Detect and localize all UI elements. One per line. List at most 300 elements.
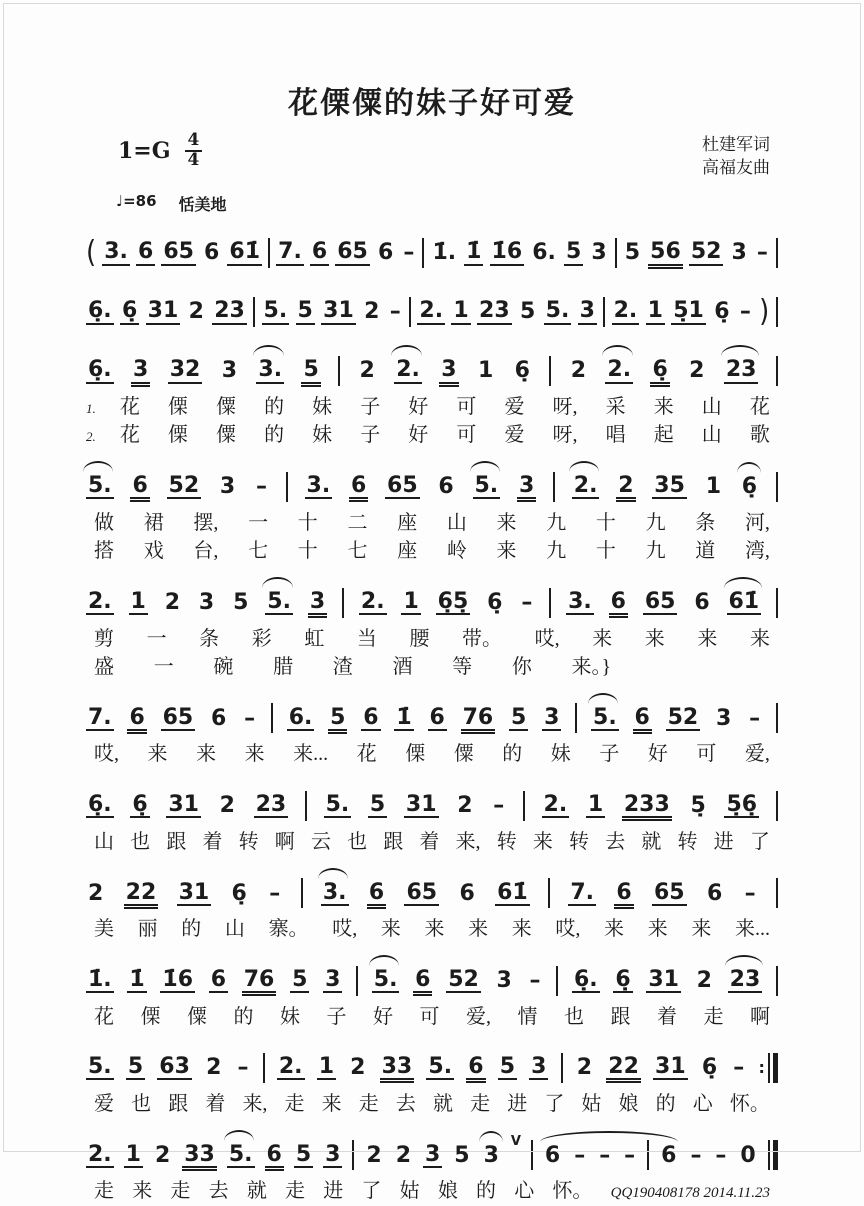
note: 5 [328,706,347,731]
duration-dash: – [690,1142,702,1168]
note: 22 [124,881,159,906]
lyric-syllable: 花 [94,1005,114,1028]
note: 6̣ [740,475,759,498]
system [84,575,780,682]
slur-arc [391,345,421,356]
slur-arc [253,345,283,356]
lyric-syllable: 傈 [167,424,188,447]
note: 3 [221,358,238,384]
note: 2. [543,792,568,818]
note: 6. [288,704,313,730]
lyric-syllable: 盛 [94,655,114,678]
lyric-syllable: 心 [692,1092,713,1115]
lyric-syllable: 去 [208,1180,229,1203]
note: 5 [127,1054,144,1080]
note: 6̣. [88,792,112,818]
note: 3 [579,298,595,324]
lyric-syllable: 情 [517,1005,538,1028]
note: 2. [394,358,422,383]
barline [286,472,288,502]
lyric-syllable: 戏 [143,540,164,563]
slur-arc [83,461,113,472]
barline [776,791,778,821]
duration-dash: – [574,1142,586,1168]
lyric-syllable: 九 [546,511,567,534]
lyric-syllable: 进 [713,830,734,853]
slur-arc [724,577,762,588]
lyric-syllable: 好 [647,743,668,766]
composer: 高福友曲 [702,157,770,177]
lyric-syllable: 妹 [280,1005,300,1028]
final-barline [768,1140,778,1170]
lyric-syllable: 可 [696,743,717,766]
note: 23 [255,792,287,818]
note: 5 [295,1141,312,1167]
lyric-syllable: 也 [131,1092,152,1115]
note: 3 [131,358,150,383]
duration-dash: – [403,240,415,266]
lyric-row [84,393,780,421]
barline [409,297,411,327]
note: 6̣ [701,1055,718,1081]
lyric-syllable: 山 [701,424,722,447]
note: 2. [613,298,638,324]
lyric-syllable: 转 [238,830,259,853]
lyric-syllable: 呀, [552,424,578,447]
note: 61̇ [229,239,261,265]
lyric-syllable: 好 [408,396,429,418]
lyric-syllable: 就 [641,830,662,853]
lyric-syllable: 哎, [332,918,358,941]
barline [422,238,424,268]
lyric-syllable: 僳 [215,396,236,418]
note: 23 [479,298,510,324]
note: 6 [349,474,368,499]
lyric-syllable: 的 [476,1180,497,1203]
note: 2 [366,1142,382,1168]
note: 2 [696,967,712,993]
lyric-syllable: 美 [94,918,114,941]
lyric-syllable: 条 [695,511,716,534]
slur-arc [224,1130,254,1141]
slur-arc [318,868,348,879]
note: 65 [654,879,685,905]
system [84,778,780,856]
note-row [84,575,780,625]
note: 1 [705,474,721,500]
note: 56 [648,240,683,265]
note: 2. [605,358,633,383]
lyric-syllable: 来 [604,918,625,941]
lyric-syllable: 爱, [466,1005,491,1028]
lyric-syllable: 等 [452,655,473,678]
note: 3 [544,704,560,730]
note: 6 [466,1055,485,1080]
lyric-syllable: 十 [595,540,616,563]
page-title: 花傈僳的妹子好可爱 [288,87,576,120]
note: 2 [359,358,375,384]
lyric-syllable: 走 [170,1180,191,1203]
note: 6̣. [88,298,112,324]
lyric-syllable: 来, [455,830,481,853]
note: 3. [321,881,349,906]
lyric-syllable: 啊 [274,830,295,853]
lyric-syllable: 来 [196,743,217,766]
note: 6 [367,881,386,906]
note: 3 [731,240,747,266]
slur-arc [262,577,292,588]
note: 6 [543,1144,562,1167]
lyric-syllable: 的 [181,918,202,941]
lyric-syllable: 来 [244,743,265,766]
barline [356,966,358,996]
lyric-syllable: 进 [323,1180,344,1203]
lyric-syllable: 的 [264,424,285,447]
beam-line [461,732,496,734]
note: 5 [520,299,536,325]
lyric-syllable: 云 [310,830,331,853]
note: 2 [689,358,705,384]
lyric-syllable: 哎, [94,743,119,766]
lyric-syllable: 湾, [744,540,770,563]
note: 2 [576,1055,593,1081]
note: 31 [323,298,354,324]
lyric-syllable: 花 [749,396,770,418]
note: 3 [439,358,458,383]
note: 6. [532,240,556,266]
barline [603,297,605,327]
lyric-syllable: 妹 [550,743,571,766]
note: 6̣. [88,357,112,383]
lyric-syllable: 爱 [94,1092,114,1115]
note: 6̣5̣ [437,589,469,615]
note: 6̣ [487,590,503,616]
duration-dash: – [493,793,505,819]
note: 7. [88,704,112,730]
note: 3. [306,473,331,499]
lyric-syllable: 寨。 [268,918,309,941]
lyric-syllable: 座 [397,540,418,563]
lyric-row [84,915,780,943]
meter-numerator: 4 [185,132,203,152]
beam-line [349,500,368,502]
credit-text: QQ190408178 2014.11.23 [610,1185,770,1202]
note: 3 [517,474,536,499]
lyric-syllable: 哎, [555,918,581,941]
note: 5. [263,298,288,324]
note: 1 [318,1054,334,1080]
note: 6 [137,239,154,265]
system [84,225,780,275]
barline [549,588,551,618]
barline [776,472,778,502]
note-row [84,865,780,915]
lyric-syllable: 了 [361,1180,382,1203]
note: 3 [482,1144,501,1167]
note-row [84,1127,780,1177]
note: 5 [292,966,308,992]
note: 22 [606,1055,641,1080]
lyric-syllable: 一 [146,627,167,650]
beam-line [265,1169,284,1171]
note: 5 [624,240,641,266]
lyric-syllable: 来 [468,918,489,941]
barline-thick [773,1140,778,1170]
barline [776,588,778,618]
lyric-syllable: 跟 [168,1092,189,1115]
note: 5 [565,239,582,265]
lyric-syllable: 来 [691,918,712,941]
note: 5̣1 [673,298,704,324]
beam-line [413,994,432,996]
lyric-syllable: 就 [246,1180,267,1203]
lyric-syllable: 转 [569,830,590,853]
note: 2 [88,880,104,906]
lyric-syllable: 搭 [94,540,114,563]
repeat-barline [758,1053,777,1083]
barline [561,1053,563,1083]
lyric-syllable: 爱 [504,424,525,447]
lyric-syllable: 走 [358,1092,379,1115]
repeat-dots: : [758,1058,765,1078]
barline [556,966,558,996]
lyric-syllable: 来。} [571,655,612,678]
lyric-syllable: 跟 [383,830,404,853]
lyric-syllable: 来, [242,1092,268,1115]
beam-line [648,267,683,269]
note: 2 [154,1142,171,1168]
lyric-row [84,653,780,681]
lyric-syllable: 爱 [504,396,525,418]
note: 6̣ [122,298,138,324]
note: 31 [178,879,210,905]
note: 6̣ [231,880,247,906]
note: 65 [162,704,194,730]
slur-arc [470,461,500,472]
lyric-syllable: 十 [297,540,318,563]
lyric-syllable: 去 [395,1092,416,1115]
lyric-syllable: 娘 [618,1092,639,1115]
note: 3 [424,1141,441,1167]
lyric-syllable: 起 [653,424,674,447]
lyric-syllable: 跟 [166,830,187,853]
barline [615,238,617,268]
duration-dash: – [244,705,256,731]
lyric-syllable: 也 [130,830,151,853]
lyric-syllable: 转 [496,830,517,853]
note-row [84,225,780,275]
note: 61̇ [727,590,762,615]
duration-dash: – [529,967,541,993]
lyric-syllable: 七 [347,540,368,563]
note: 3. [104,239,128,265]
lyric-syllable: 子 [599,743,620,766]
lyric-syllable: 进 [507,1092,528,1115]
lyric-syllable: 来 [647,918,668,941]
note: 5. [428,1054,453,1080]
note: 0 [740,1142,756,1168]
note: 31 [147,298,179,324]
lyric-syllable: 就 [432,1092,453,1115]
barline [776,356,778,386]
system [84,284,780,334]
lyric-syllable: 的 [233,1005,254,1028]
barline [268,238,270,268]
lyric-syllable: 条 [199,627,220,650]
note: 2 [570,358,587,384]
lyric-syllable: 傈 [167,396,188,418]
note: 5 [297,298,313,324]
lyric-syllable: 子 [326,1005,347,1028]
lyric-syllable: 僳 [453,743,474,766]
lyric-syllable: 子 [360,424,381,447]
duration-dash: – [237,1055,249,1081]
note: 1̇ [129,966,145,992]
note: 65 [337,239,368,265]
lyric-syllable: 也 [347,830,368,853]
lyric-syllable: 腊 [273,655,294,678]
lyric-syllable: 你 [511,655,532,678]
lyric-syllable: 姑 [581,1092,602,1115]
lyric-syllable: 来 [147,743,168,766]
lyric-syllable: 岭 [446,540,467,563]
lyric-syllable: 走 [703,1005,724,1028]
lyric-syllable: 了 [544,1092,565,1115]
note: 5. [473,474,501,499]
note: 5 [233,590,249,616]
note: 2. [360,589,385,615]
note: 5 [454,1142,470,1168]
lyric-syllable: 好 [373,1005,393,1028]
note-row [84,1040,780,1090]
note: 6̣ [132,792,148,818]
lyric-syllable: 山 [224,918,245,941]
note: 3 [325,966,341,992]
lyric-syllable: 僳 [187,1005,207,1028]
barline [531,1140,533,1170]
note: 6̣ [615,966,631,992]
note: 2. [278,1054,303,1080]
note: 33 [380,1055,415,1080]
note: 52 [448,966,479,992]
barline [776,238,778,268]
lyric-syllable: 丽 [137,918,158,941]
note: 3 [219,474,236,500]
note: 6 [694,590,710,616]
lyric-syllable: 九 [645,511,666,534]
note: 35 [654,473,685,499]
lyric-syllable: 了 [749,830,770,853]
note-row [84,284,780,334]
lyric-syllable: 花 [119,424,140,447]
lyric-syllable: 渣 [332,655,353,678]
beam-line [328,732,347,734]
lyric-syllable: 跟 [610,1005,631,1028]
note: 5. [265,590,293,615]
duration-dash: – [739,299,751,325]
note: 1̇ [466,239,482,265]
lyric-syllable: 花 [356,743,377,766]
barline [548,878,550,908]
note: 3 [716,705,732,731]
slur-arc [721,345,759,356]
key-label: 1=G [118,137,171,164]
lyric-syllable: 也 [564,1005,584,1028]
note: 1 [453,298,469,324]
slur-arc [588,693,618,704]
note: 2 [206,1055,222,1081]
note: 6 [413,968,432,993]
system [84,459,780,566]
barline [352,1140,354,1170]
barline [523,791,525,821]
verse-number: 2. [86,429,96,445]
barline [342,588,344,618]
note: 23 [724,358,759,383]
note: 31 [168,792,199,818]
lyric-syllable: 来... [293,743,329,766]
parenthesis: ( [86,235,97,271]
tempo-row [116,192,780,215]
note-row [84,690,780,740]
note: 2 [164,590,181,616]
duration-dash: – [744,880,756,906]
lyric-syllable: 走 [285,1180,306,1203]
note: 5 [369,792,386,818]
note: 1 [130,589,146,615]
note: 2. [88,1141,112,1167]
note: 7. [570,879,595,905]
slur-arc [569,461,599,472]
note: 6 [204,240,220,266]
lyric-syllable: 碗 [213,655,234,678]
parenthesis: ) [759,294,770,330]
lyric-syllable: 怀。 [552,1180,593,1203]
lyric-syllable: 当 [356,627,377,650]
barline [338,356,340,386]
note: 31 [648,966,679,992]
beam-line [301,385,320,387]
note: 5. [227,1143,255,1168]
duration-dash: – [756,240,768,266]
lyric-syllable: 走 [94,1180,114,1203]
note: 1 [477,358,494,384]
lyric-syllable: 怀。 [729,1092,770,1115]
note: 6̣ [714,299,730,325]
note: 2. [419,298,444,324]
note: 1 [587,792,604,818]
note: 76 [461,706,496,731]
note: 5̣6̣ [726,792,758,818]
duration-dash: – [749,705,761,731]
expression-marking: 恬美地 [178,197,227,214]
note: 2 [188,299,204,325]
lyric-syllable: 花 [119,396,140,418]
note: 6 [210,966,227,992]
lyric-syllable: 山 [446,511,467,534]
lyric-syllable: 一 [248,511,269,534]
lyric-syllable: 裙 [143,511,164,534]
lyric-syllable: 着 [205,1092,226,1115]
note: 31 [655,1054,686,1080]
lyric-syllable: 唱 [605,424,626,447]
note: 6 [459,880,475,906]
note: 2. [572,474,600,499]
note: 1̇. [88,966,112,992]
note: 5 [301,358,320,383]
lyric-syllable: 娘 [437,1180,458,1203]
beam-line [308,616,327,618]
